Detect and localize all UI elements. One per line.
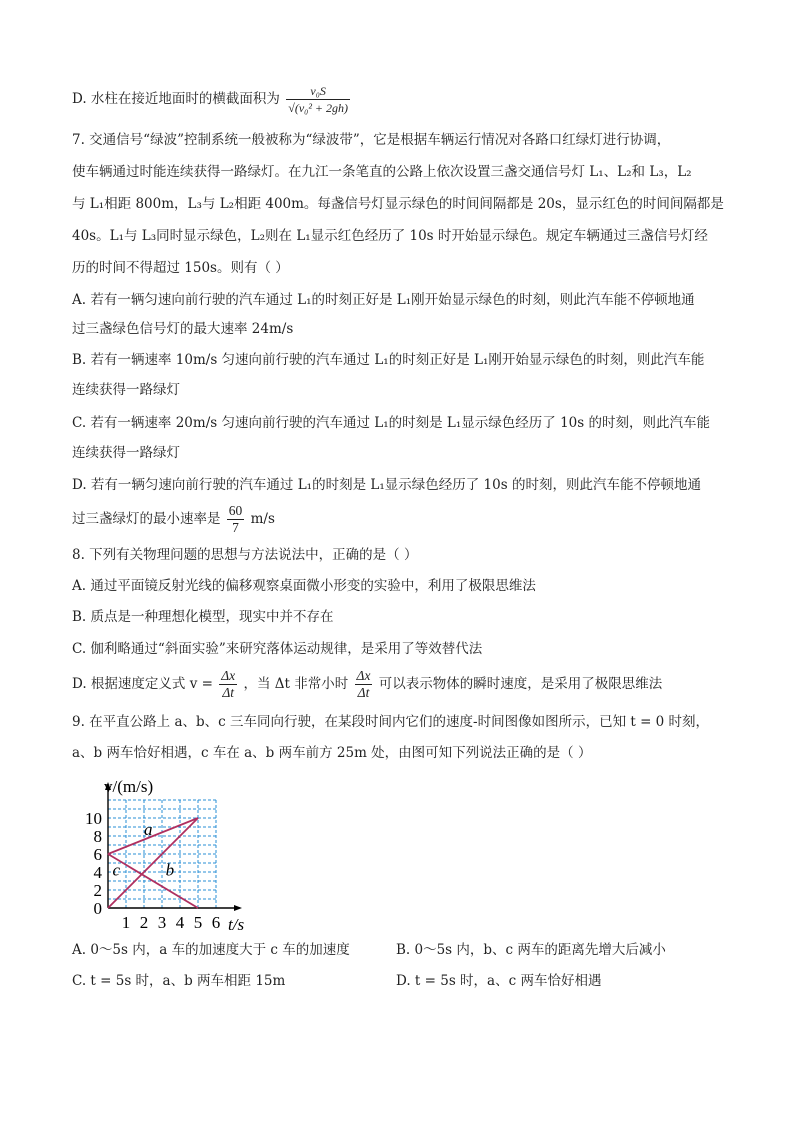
q6-option-d-text: D. 水柱在接近地面时的横截面积为 — [72, 91, 280, 107]
q7-stem-line-4: 40s。L₁与 L₃同时显示绿色，L₂则在 L₁显示红色经历了 10s 时开始显示绿色。规定车辆通过三盏信号灯经 — [72, 228, 708, 244]
y-tick-label: 2 — [93, 881, 102, 900]
q7-option-d-line-1: D. 若有一辆匀速向前行驶的汽车通过 L₁的时刻是 L₁显示绿色经历了 10s 的时刻，则此汽车能不停顿地通 — [72, 477, 701, 493]
series-label-b: b — [165, 860, 175, 880]
q8-option-d-part2: ，当 Δt 非常小时 — [243, 676, 349, 692]
y-tick-label: 8 — [93, 827, 102, 846]
q8-stem: 8. 下列有关物理问题的思想与方法说法中，正确的是（ ） — [72, 547, 418, 563]
x-tick-label: 2 — [139, 913, 149, 932]
q7-stem-line-2: 使车辆通过时能连续获得一路绿灯。在九江一条笔直的公路上依次设置三盏交通信号灯 L₁、L₂和 L₃，L₂ — [72, 164, 692, 180]
q7-option-c-line-2: 连续获得一路绿灯 — [72, 445, 180, 461]
q6-option-d-fraction — [286, 83, 350, 116]
series-label-a: a — [144, 820, 153, 840]
q8-option-d-part1: D. 根据速度定义式 v = — [72, 676, 213, 692]
q6-fraction-numerator: v₀S — [286, 83, 350, 100]
q7-option-d-fraction — [227, 503, 245, 536]
q9-option-b: B. 0～5s 内，b、c 两车的距离先增大后减小 — [396, 942, 666, 958]
x-tick-label: 6 — [211, 913, 221, 932]
q7-option-b-line-1: B. 若有一辆速率 10m/s 匀速向前行驶的汽车通过 L₁的时刻正好是 L₁刚开始显示绿色的时刻，则此汽车能 — [72, 352, 705, 368]
q8-option-a: A. 通过平面镜反射光线的偏移观察桌面微小形变的实验中，利用了极限思维法 — [72, 578, 536, 594]
q7-fraction-denominator: 7 — [232, 520, 239, 535]
q9-option-c: C. t = 5s 时，a、b 两车相距 15m — [72, 973, 286, 989]
q7-option-a-line-2: 过三盏绿色信号灯的最大速率 24m/s — [72, 321, 294, 337]
x-axis-arrow — [234, 905, 242, 911]
q6-option-d — [72, 83, 352, 116]
q7-option-d-line-2 — [72, 503, 275, 536]
q8-fraction-2-numerator: Δx — [356, 668, 371, 683]
x-axis-label: t/s — [228, 915, 245, 932]
q6-fraction-denominator: √(v₀² + 2gh) — [288, 101, 349, 115]
q7-stem-line-5: 历的时间不得超过 150s。则有（ ） — [72, 260, 289, 276]
q8-fraction-2-denominator: Δt — [357, 685, 370, 700]
q8-fraction-1-numerator: Δx — [221, 668, 236, 683]
q7-stem-line-3: 与 L₁相距 800m，L₃与 L₂相距 400m。每盏信号灯显示绿色的时间间隔都是 20s，显示红色的时间间隔都是 — [72, 196, 724, 212]
q8-option-d-part3: 可以表示物体的瞬时速度，是采用了极限思维法 — [378, 676, 663, 692]
q8-option-d-fraction-1 — [219, 668, 237, 701]
y-tick-label: 4 — [93, 863, 102, 882]
q7-stem-line-1: 7. 交通信号“绿波”控制系统一般被称为“绿波带”，它是根据车辆运行情况对各路口红绿灯进行协调， — [72, 132, 671, 148]
q9-stem-line-2: a、b 两车恰好相遇，c 车在 a、b 两车前方 25m 处，由图可知下列说法正确的是（ ） — [72, 745, 592, 761]
q9-stem-line-1: 9. 在平直公路上 a、b、c 三车同向行驶，在某段时间内它们的速度-时间图像如图所示，已知 t = 0 时刻， — [72, 714, 710, 730]
q7-option-d-prefix: 过三盏绿灯的最小速率是 — [72, 511, 221, 527]
y-tick-label: 6 — [93, 845, 102, 864]
q8-fraction-1-denominator: Δt — [222, 685, 235, 700]
q7-option-c-line-1: C. 若有一辆速率 20m/s 匀速向前行驶的汽车通过 L₁的时刻是 L₁显示绿色经历了 10s 的时刻，则此汽车能 — [72, 415, 710, 431]
velocity-time-chart — [72, 772, 272, 932]
y-axis-label: v/(m/s) — [104, 777, 154, 796]
q7-option-b-line-2: 连续获得一路绿灯 — [72, 382, 180, 398]
q8-option-d-fraction-2 — [355, 668, 373, 701]
q9-option-a: A. 0～5s 内，a 车的加速度大于 c 车的加速度 — [72, 942, 350, 958]
y-tick-label: 0 — [93, 899, 102, 918]
q9-option-d: D. t = 5s 时，a、c 两车恰好相遇 — [396, 973, 602, 989]
x-tick-label: 5 — [193, 913, 203, 932]
q7-option-d-unit: m/s — [250, 511, 275, 527]
series-label-c: c — [112, 860, 121, 880]
y-tick-label: 10 — [85, 809, 102, 828]
q8-option-d — [72, 668, 662, 701]
q7-option-a-line-1: A. 若有一辆匀速向前行驶的汽车通过 L₁的时刻正好是 L₁刚开始显示绿色的时刻，则此汽车能不停顿地通 — [72, 292, 695, 308]
x-tick-label: 4 — [175, 913, 185, 932]
q8-option-c: C. 伽利略通过“斜面实验”来研究落体运动规律，是采用了等效替代法 — [72, 641, 483, 657]
q8-option-b: B. 质点是一种理想化模型，现实中并不存在 — [72, 609, 334, 625]
q7-fraction-numerator: 60 — [228, 503, 243, 518]
x-tick-label: 3 — [157, 913, 167, 932]
x-tick-label: 1 — [121, 913, 131, 932]
